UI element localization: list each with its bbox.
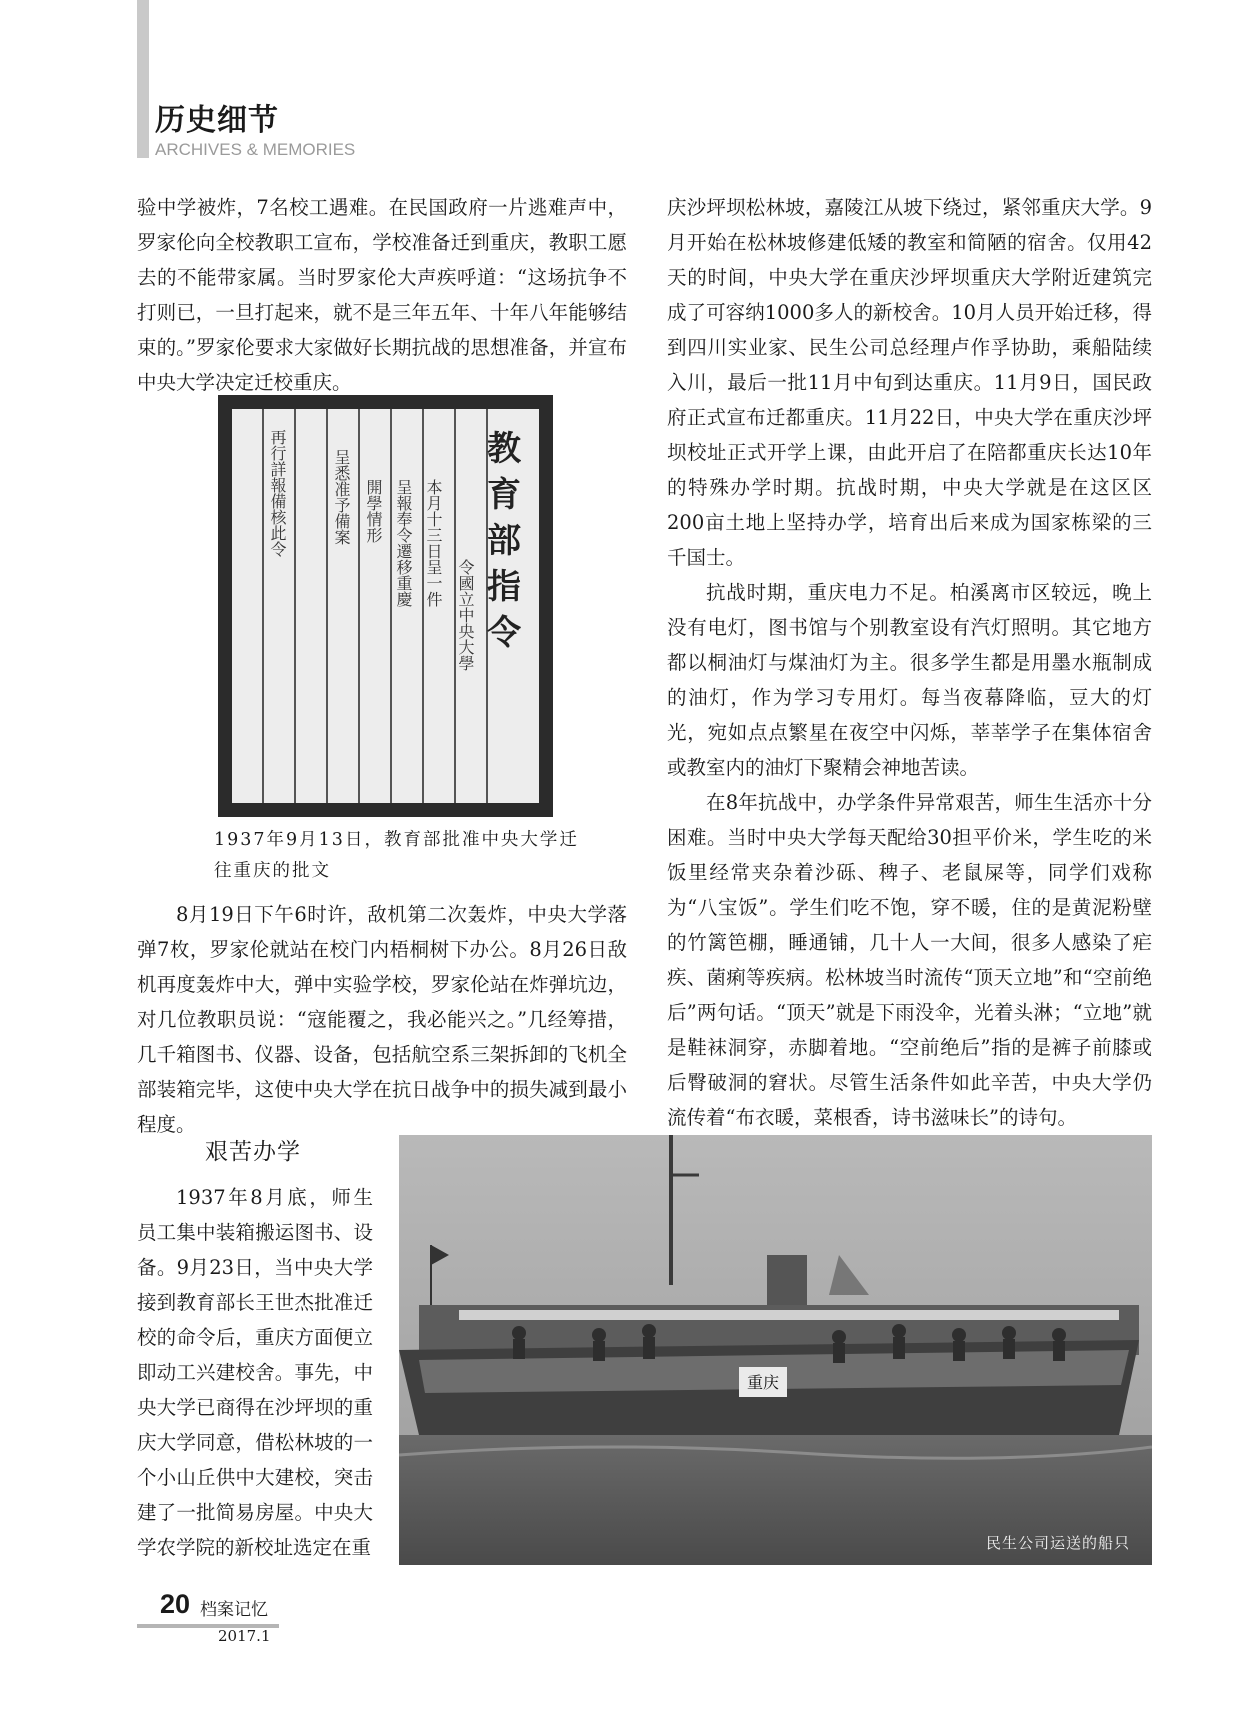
- ship-caption: 民生公司运送的船只: [985, 1534, 1130, 1552]
- header-bar: [137, 0, 149, 158]
- document-handwriting: 呈悉准予備案: [332, 449, 351, 545]
- column-right: [667, 190, 1152, 1170]
- ship-sign: 重庆: [746, 1373, 780, 1392]
- document-char: 育: [487, 475, 521, 515]
- document-handwriting: 再行詳報備核此令: [268, 429, 287, 557]
- paragraph: 验中学被炸，7名校工遇难。在民国政府一片逃难声中，罗家伦向全校教职工宣布，学校准备迁到重庆，教职工愿去的不能带家属。当时罗家伦大声疾呼道：“这场抗争不打则已，一旦打起来，就不是三年五年、十年八年能够结束的。”罗家伦要求大家做好长期抗战的思想准备，并宣布中央大学决定迁校重庆。: [137, 196, 627, 394]
- magazine-name: 档案记忆: [200, 1600, 268, 1619]
- paragraph: 庆沙坪坝松林坡，嘉陵江从坡下绕过，紧邻重庆大学。9月开始在松林坡修建低矮的教室和简陋的宿舍。仅用42天的时间，中央大学在重庆沙坪坝重庆大学附近建筑完成了可容纳1000多人的新校舍。10月人员开始迁移，得到四川实业家、民生公司总经理卢作孚协助，乘船陆续入川，最后一批11月中旬到达重庆。11月9日，国民政府正式宣布迁都重庆。11月22日，中央大学在重庆沙坪坝校址正式开学上课，由此开启了在陪都重庆长达10年的特殊办学时期。抗战时期，中央大学就是在这区区200亩土地上坚持办学，培育出后来成为国家栋梁的三千国士。: [667, 196, 1152, 569]
- document-char: 令: [487, 613, 521, 653]
- document-handwriting: 開學情形: [364, 479, 383, 543]
- section-title: 历史细节: [155, 103, 279, 138]
- issue-number: 2017.1: [218, 1627, 271, 1645]
- document-paper: [232, 409, 539, 803]
- page-number: 20: [160, 1589, 191, 1619]
- document-handwriting: 本月十三日呈一件: [424, 479, 443, 607]
- column-bottom-left: [137, 1180, 373, 1565]
- document-handwriting: 令國立中央大學: [456, 559, 475, 671]
- section-heading: 艰苦办学: [205, 1138, 301, 1164]
- paragraph: 8月19日下午6时许，敌机第二次轰炸，中央大学落弹7枚，罗家伦就站在校门内梧桐树下办公。8月26日敌机再度轰炸中大，弹中实验学校，罗家伦站在炸弹坑边，对几位教职员说：“寇能覆之，我必能兴之。”几经筹措，几千箱图书、仪器、设备，包括航空系三架拆卸的飞机全部装箱完毕，这使中央大学在抗日战争中的损失减到最小程度。: [137, 903, 627, 1136]
- paragraph: 抗战时期，重庆电力不足。柏溪离市区较远，晚上没有电灯，图书馆与个别教室设有汽灯照明。其它地方都以桐油灯与煤油灯为主。很多学生都是用墨水瓶制成的油灯，作为学习专用灯。每当夜幕降临，豆大的灯光，宛如点点繁星在夜空中闪烁，莘莘学子在集体宿舍或教室内的油灯下聚精会神地苦读。: [667, 581, 1152, 779]
- column-top-left: [137, 190, 627, 400]
- section-subtitle: ARCHIVES & MEMORIES: [155, 140, 356, 159]
- document-char: 部: [487, 521, 521, 561]
- document-char: 指: [487, 567, 521, 607]
- document-caption: 1937年9月13日，教育部批准中央大学迁往重庆的批文: [214, 830, 579, 881]
- document-handwriting: 呈報奉令遷移重慶: [394, 479, 413, 607]
- document-photo: [218, 395, 553, 817]
- ship-photo: [399, 1135, 1152, 1565]
- document-char: 教: [487, 429, 521, 469]
- paragraph: 在8年抗战中，办学条件异常艰苦，师生生活亦十分困难。当时中央大学每天配给30担平价米，学生吃的米饭里经常夹杂着沙砾、稗子、老鼠屎等，同学们戏称为“八宝饭”。学生们吃不饱，穿不暖，住的是黄泥粉壁的竹篱笆棚，睡通铺，几十人一大间，很多人感染了疟疾、菌痢等疾病。松林坡当时流传“顶天立地”和“空前绝后”两句话。“顶天”就是下雨没伞，光着头淋；“立地”就是鞋袜洞穿，赤脚着地。“空前绝后”指的是裤子前膝或后臀破洞的窘状。尽管生活条件如此辛苦，中央大学仍流传着“布衣暖，菜根香，诗书滋味长”的诗句。: [667, 791, 1152, 1129]
- ship-illustration: [399, 1135, 1152, 1565]
- paragraph: 1937年8月底，师生员工集中装箱搬运图书、设备。9月23日，当中央大学接到教育部长王世杰批准迁校的命令后，重庆方面便立即动工兴建校舍。事先，中央大学已商得在沙坪坝的重庆大学同意，借松林坡的一个小山丘供中大建校，突击建了一批简易房屋。中央大学农学院的新校址选定在重: [137, 1186, 373, 1559]
- column-middle-left: [137, 897, 627, 1142]
